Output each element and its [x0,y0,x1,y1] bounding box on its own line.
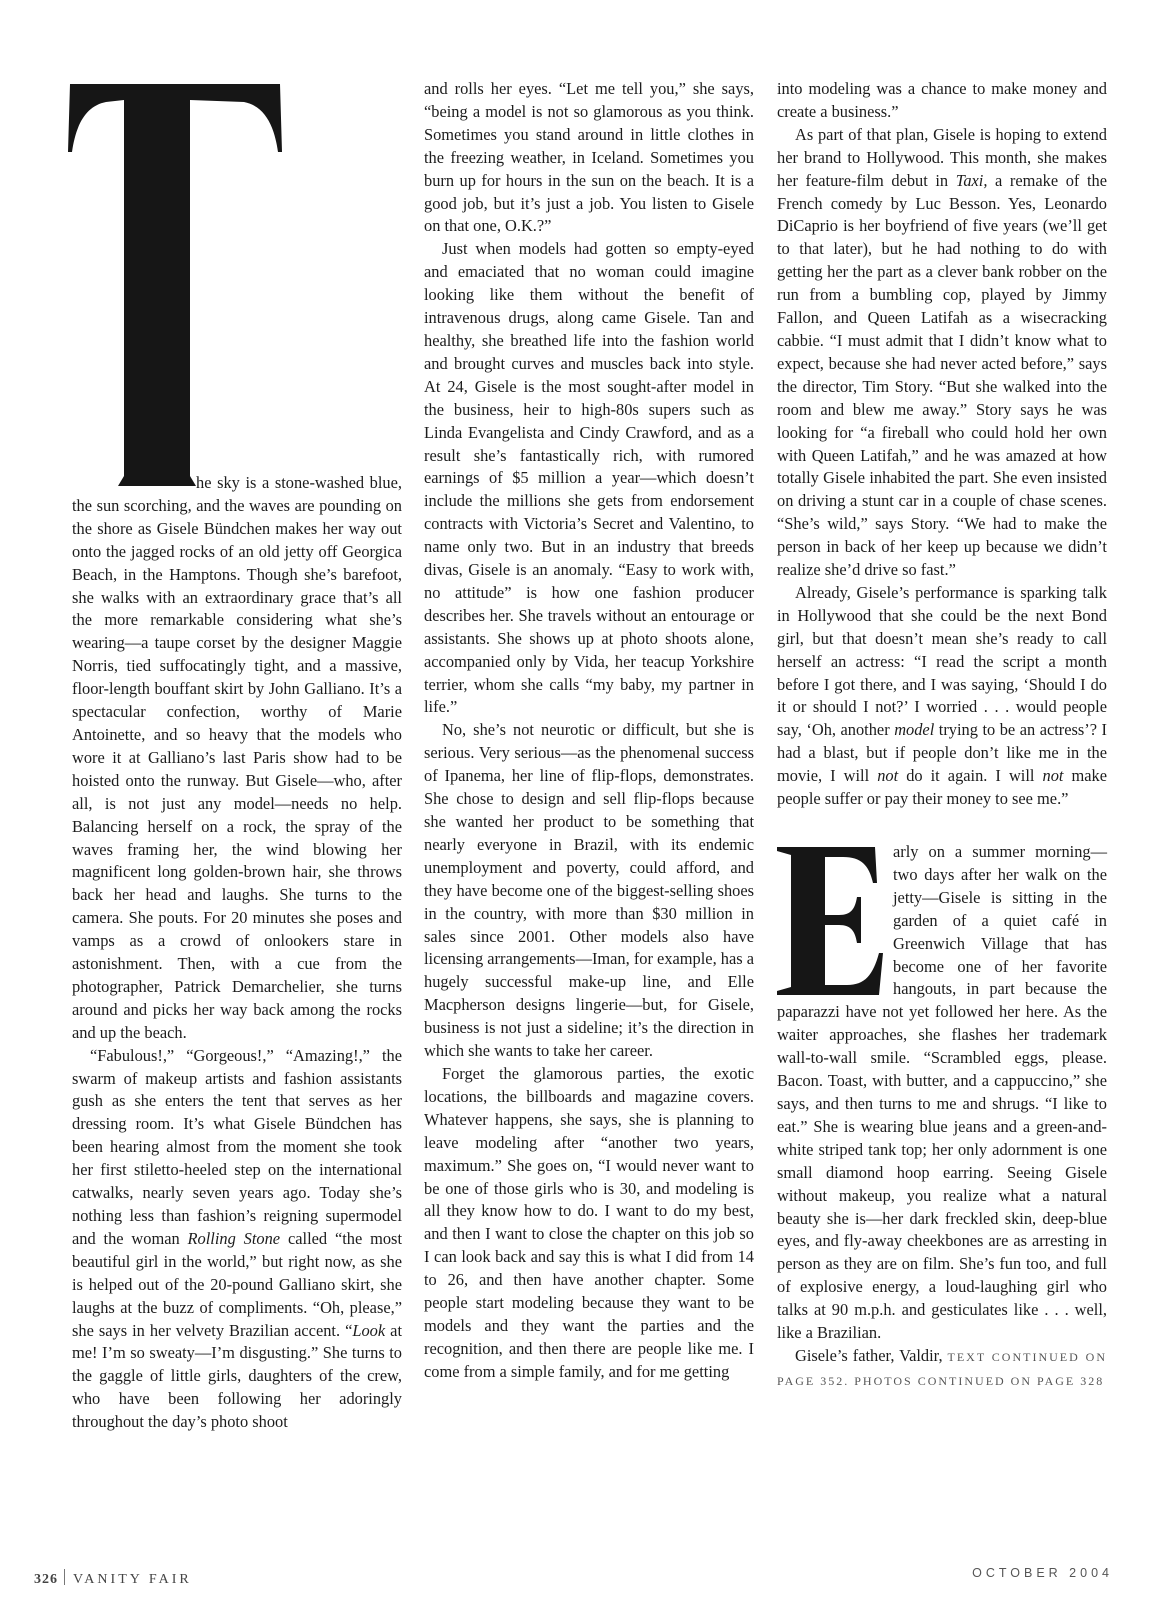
column-1 [72,78,402,1434]
issue-date: OCTOBER 2004 [972,1566,1113,1580]
paragraph: Forget the glamorous parties, the exotic locations, the billboards and magazine covers. Whatever happens, she says, she is planning to leave modeling after “another two years, maximum.” She goes on, “I would never want to be one of those girls who is 30, and modeling is all they know how to do. I want to do my best, and then I want to close the chapter on this job so I can look back and say this is what I did from 14 to 26, and then have another chapter. Some people start modeling because they want to be models and they want the parties and the recognition, and then there are people like me. I come from a simple family, and for me getting [424,1063,754,1381]
paragraph: and rolls her eyes. “Let me tell you,” she says, “being a model is not so glamorous as you think. Sometimes you stand around in little clothes in the freezing weather, in Iceland. Sometimes you burn up for hours in the sun on the beach. It is a good job, but it’s just a job. You listen to Gisele on that one, O.K.?” [424,79,754,236]
paragraph: No, she’s not neurotic or difficult, but she is serious. Very serious—as the phenomenal success of Ipanema, her line of flip-flops, demonstrates. She chose to design and sell flip-flops because she wanted her product to be something that nearly everyone in Brazil, with its endemic unemployment and poverty, could afford, and they have become one of the biggest-selling shoes in the country, with more than $30 million in sales since 2001. Other models also have licensing arrangements—Iman, for example, has a hugely successful make-up line, and Elle Macpherson designs lingerie—but, for Gisele, business is not just a sideline; it’s the direction in which she wants to take her career. [424,720,754,1061]
section-break [777,811,1107,841]
drop-cap-e [777,847,883,995]
paragraph: Just when models had gotten so empty-eyed and emaciated that no woman could imagine looking like them without the benefit of intravenous drugs, along came Gisele. Tan and healthy, she breathed life into the fashion world and brought curves and muscles back into style. At 24, Gisele is the most sought-after model in the business, heir to high-80s supers such as Linda Evangelista and Cindy Crawford, and as a result she’s fantastically rich, with rumored earnings of $5 million a year—which doesn’t include the millions she gets from endorsement contracts with Victoria’s Secret and Valentino, to name only two. But in an industry that breeds divas, Gisele is an anomaly. “Easy to work with, no attitude” is how one fashion producer describes her. She travels without an entourage or assistants. She shows up at photo shoots alone, accompanied only by Vida, her teacup Yorkshire terrier, whom she calls “my baby, my partner in life.” [424,239,754,717]
paragraph-section-opening: arly on a summer morning—two days after her walk on the jetty—Gisele is sitting in the garden of a quiet café in Greenwich Village that has become one of her favorite hangouts, in part because the paparazzi have not yet followed her here. As the waiter approaches, she flashes her trademark wall-to-wall smile. “Scrambled eggs, please. Bacon. Toast, with butter, and a cappuccino,” she says, and then turns to me and shrugs. “I like to eat.” She is wearing blue jeans and a green-and-white striped tank top; her only adornment is one small diamond hoop earring. Seeing Gisele without makeup, you realize what a natural beauty she is—her dark freckled skin, deep-blue eyes, and fly-away cheekbones are as arresting in person as they are on film. She’s fun too, and full of explosive energy, a loud-laughing girl who talks at 90 m.p.h. and gesticulates like . . . well, like a Brazilian. [777,842,1107,1343]
magazine-name: VANITY FAIR [73,1572,192,1587]
paragraph: As part of that plan, Gisele is hoping to extend her brand to Hollywood. This month, she makes her feature-film debut in Taxi, a remake of the French comedy by Luc Besson. Yes, Leonardo DiCaprio is her boyfriend of five years (we’ll get to that later), but he had nothing to do with getting her the part as a clever bank robber on the run from a bumbling cop, played by Jimmy Fallon, and Queen Latifah as a wisecracking cabbie. “I must admit that I didn’t know what to expect, because she had never acted before,” says the director, Tim Story. “But she walked into the room and blew me away.” Story says he was looking for “a fireball who could hold her own with Queen Latifah,” and he was amazed at how totally Gisele inhabited the part. She even insisted on driving a stunt car in a couple of chase scenes. “She’s wild,” says Story. “We had to make the person in back of her keep up because we didn’t realize she’d drive so fast.” [777,124,1107,580]
column-3 [777,78,1107,1393]
column-2 [424,78,754,1384]
continuation-note: TEXT CONTINUED ON PAGE 352. PHOTOS CONTINUED ON PAGE 328 [777,1349,1107,1388]
paragraph-opening: he sky is a stone-washed blue, the sun scorching, and the waves are pounding on the shore as Gisele Bündchen makes her way out onto the jagged rocks of an old jetty off Georgica Beach, in the Hamptons. Though she’s barefoot, she walks with an extraordinary grace that’s all the more remarkable considering what she’s wearing—a taupe corset by the designer Maggie Norris, tied suffocatingly tight, and a massive, floor-length bouffant skirt by John Galliano. It’s a spectacular confection, worthy of Marie Antoinette, and so heavy that the models who wore it at Galliano’s last Paris show had to be hoisted onto the runway. But Gisele—who, after all, is not just any model—needs no help. Balancing herself on a rock, the spray of the waves framing her, the wind blowing her magnificent long golden-brown hair, she throws back her head and laughs. She turns to the camera. She pouts. For 20 minutes she poses and vamps as a crowd of onlookers stare in astonishment. Then, with a cue from the photographer, Patrick Demarchelier, she turns around and picks her way back among the rocks and up the beach. [72,473,402,1042]
drop-cap-e-glyph [777,847,883,995]
paragraph: Gisele’s father, Valdir, TEXT CONTINUED ON PAGE 352. PHOTOS CONTINUED ON PAGE 328 [777,1345,1107,1388]
page-number: 326 [34,1572,58,1587]
footer-folio [34,1569,192,1588]
folio-divider [64,1569,65,1585]
paragraph: into modeling was a chance to make money and create a business.” [777,79,1107,121]
paragraph: Already, Gisele’s performance is sparking talk in Hollywood that she could be the next Bond girl, but that doesn’t mean she’s ready to call herself an actress: “I read the script a month before I got there, and I was saying, ‘Should I do it or should I not?’ I worried . . . would people say, ‘Oh, another model trying to be an actress’? I had a blast, but if people don’t like me in the movie, I will not do it again. I will not make people suffer or pay their money to see me.” [777,582,1107,809]
paragraph: “Fabulous!,” “Gorgeous!,” “Amazing!,” the swarm of makeup artists and fashion assistants gush as she enters the tent that serves as her dressing room. It’s what Gisele Bündchen has been hearing almost from the moment she took her first stiletto-heeled step on the international catwalks, nearly seven years ago. Today she’s nothing less than fashion’s reigning supermodel and the woman Rolling Stone called “the most beautiful girl in the world,” but right now, as she is helped out of the 20-pound Galliano skirt, she laughs at the buzz of compliments. “Oh, please,” she says in her velvety Brazilian accent. “Look at me! I’m so sweaty—I’m disgusting.” She turns to the gaggle of little girls, daughters of the crew, who have been following her adoringly throughout the day’s photo shoot [72,1045,402,1432]
